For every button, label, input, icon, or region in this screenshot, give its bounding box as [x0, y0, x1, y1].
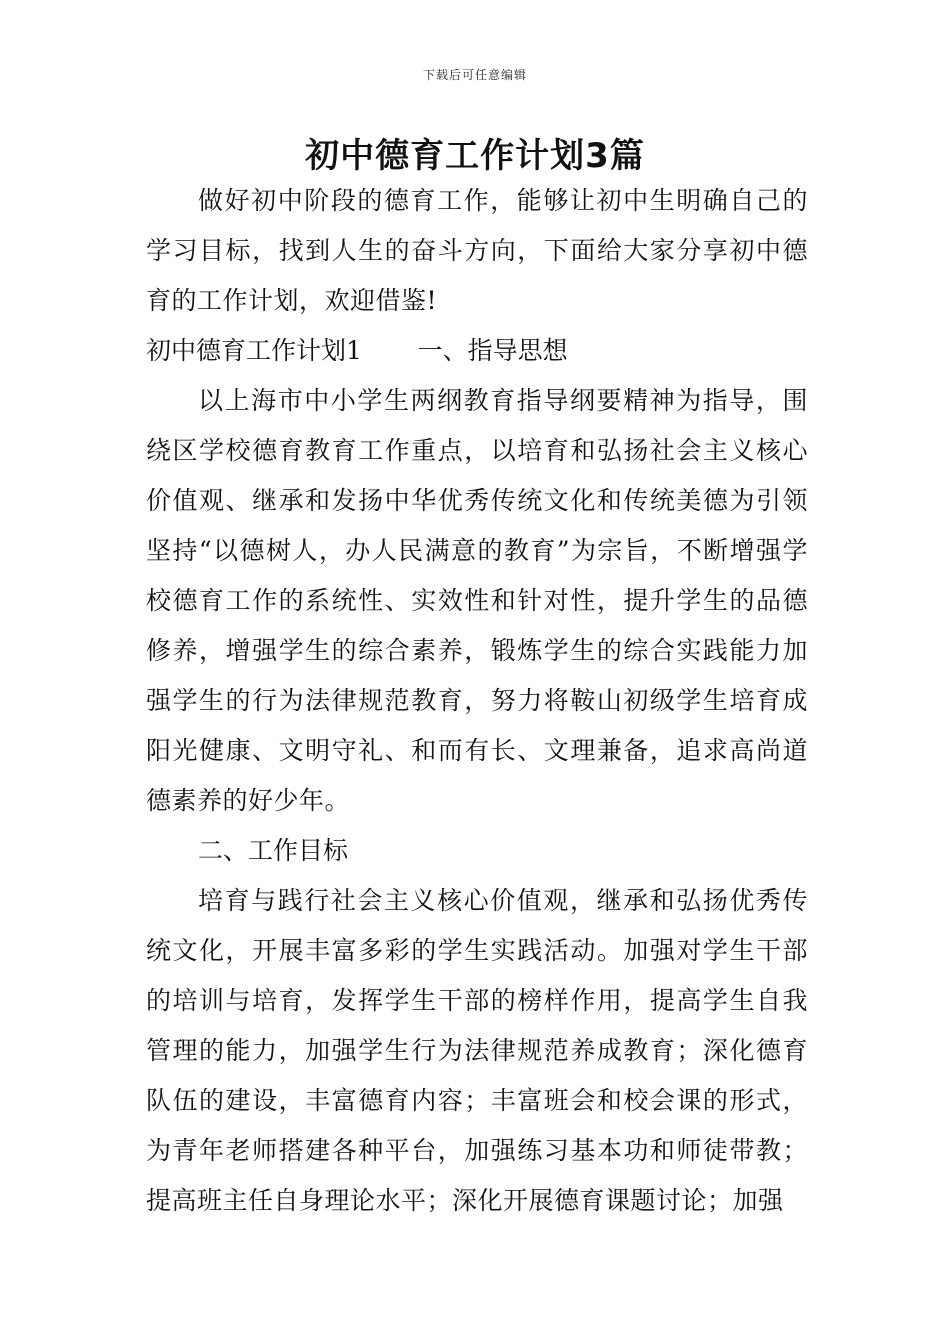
- document-title: 初中德育工作计划3篇: [305, 136, 645, 176]
- plan-label: 初中德育工作计划1: [146, 336, 362, 365]
- intro-paragraph: 做好初中阶段的德育工作，能够让初中生明确自己的学习目标，找到人生的奋斗方向，下面给大家分享初中德育的工作计划，欢迎借鉴!: [146, 186, 808, 315]
- heading-gap: [362, 336, 418, 365]
- plan-heading-line: [146, 326, 808, 376]
- header-note: 下载后可任意编辑: [422, 68, 527, 82]
- section2-heading: 二、工作目标: [198, 836, 349, 865]
- section2-paragraph: 培育与践行社会主义核心价值观，继承和弘扬优秀传统文化，开展丰富多彩的学生实践活动。加强对学生干部的培训与培育，发挥学生干部的榜样作用，提高学生自我管理的能力，加强学生行为法律规范养成教育；深化德育队伍的建设，丰富德育内容；丰富班会和校会课的形式，为青年老师搭建各种平台，加强练习基本功和师徒带教；提高班主任自身理论水平；深化开展德育课题讨论；加强: [146, 886, 808, 1215]
- document-body: [146, 176, 808, 1226]
- section1-heading: 一、指导思想: [417, 336, 568, 365]
- section1-paragraph: 以上海市中小学生两纲教育指导纲要精神为指导，围绕区学校德育教育工作重点，以培育和弘扬社会主义核心价值观、继承和发扬中华优秀传统文化和传统美德为引领坚持“以德树人，办人民满意的教育”为宗旨，不断增强学校德育工作的系统性、实效性和针对性，提升学生的品德修养，增强学生的综合素养，锻炼学生的综合实践能力加强学生的行为法律规范教育，努力将鞍山初级学生培育成阳光健康、文明守礼、和而有长、文理兼备，追求高尚道德素养的好少年。: [146, 386, 808, 815]
